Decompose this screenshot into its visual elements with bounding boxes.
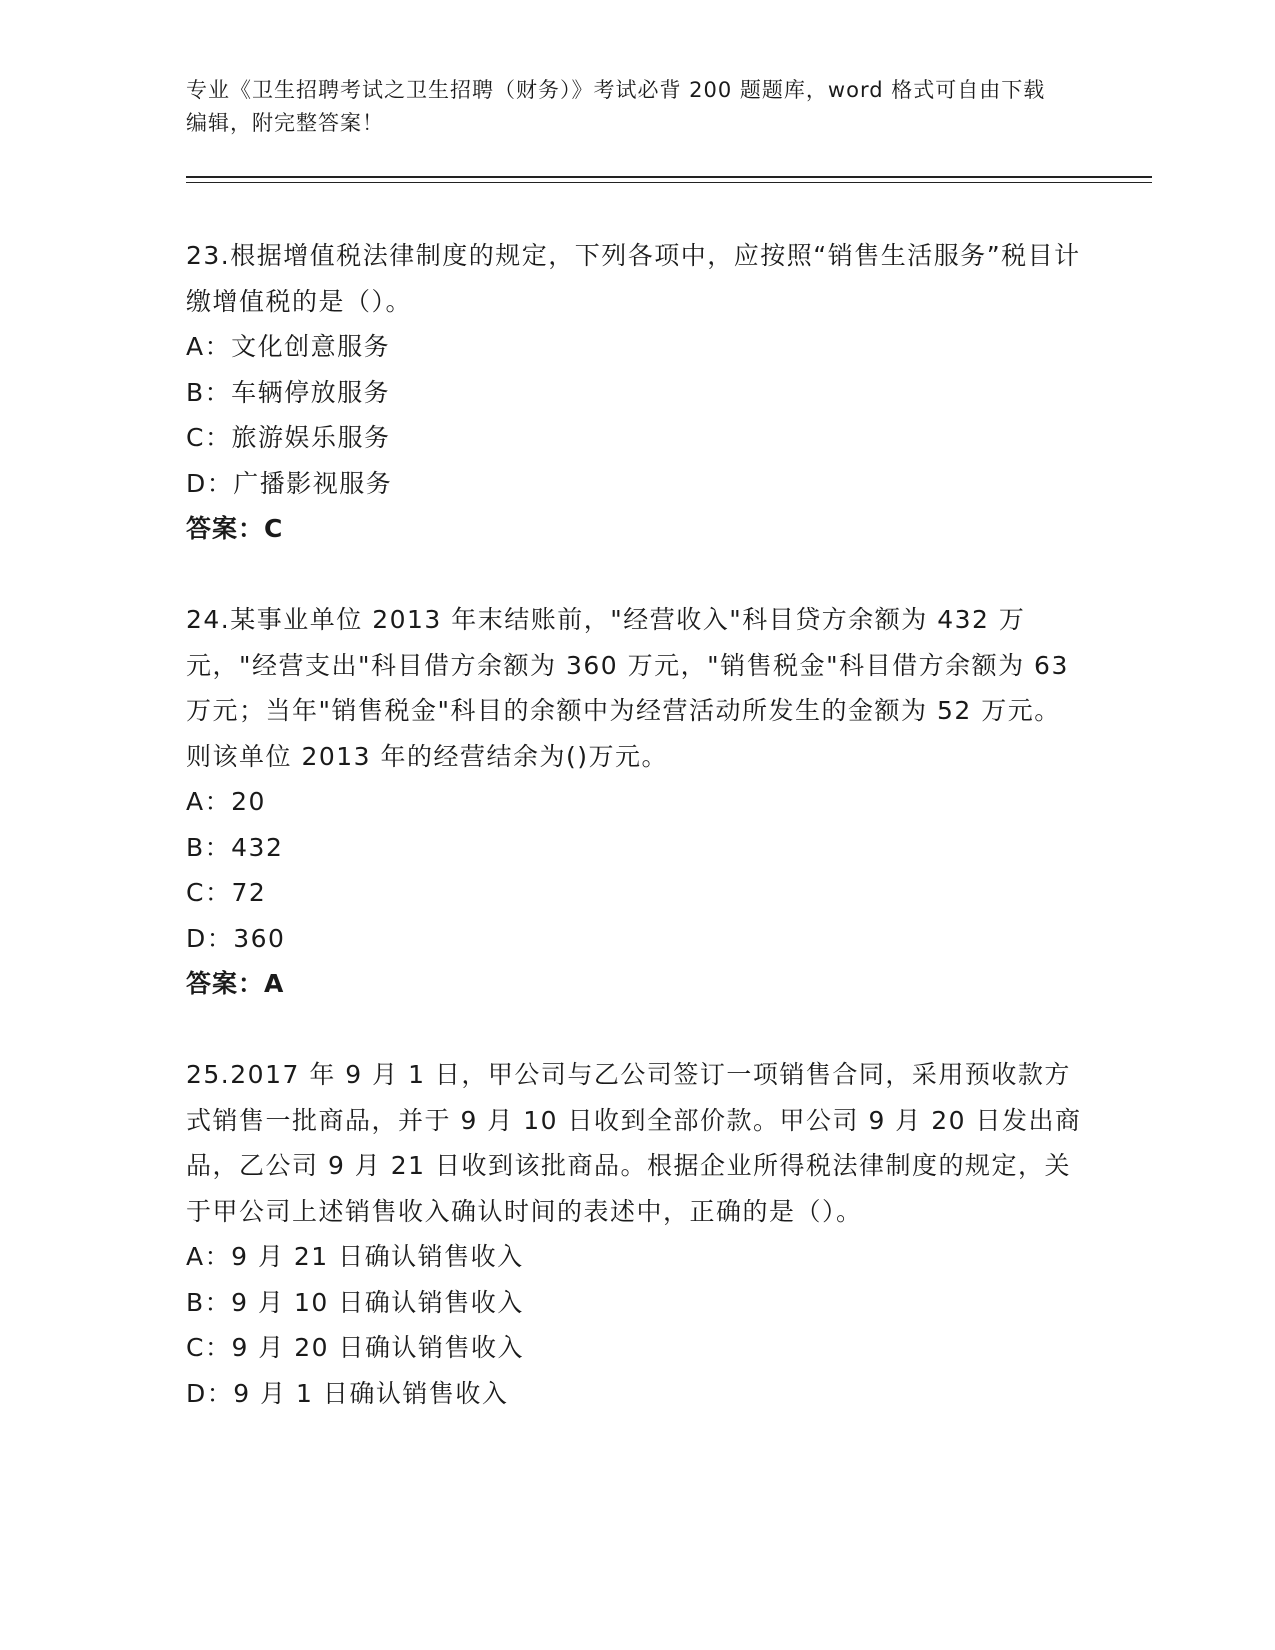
question-24 bbox=[186, 597, 1086, 1007]
option-c: C：72 bbox=[186, 878, 267, 907]
option-b: B：9 月 10 日确认销售收入 bbox=[186, 1287, 524, 1317]
header-divider-thin bbox=[186, 182, 1152, 183]
question-stem: 23.根据增值税法律制度的规定，下列各项中，应按照“销售生活服务”税目计缴增值税的是（）。 bbox=[186, 241, 1081, 316]
option-b: B：432 bbox=[186, 832, 284, 862]
option-a: A：9 月 21 日确认销售收入 bbox=[186, 1242, 524, 1271]
document-intro: 专业《卫生招聘考试之卫生招聘（财务）》考试必背 200 题题库，word 格式可自由下载编辑，附完整答案！ bbox=[186, 78, 1046, 135]
option-c: C：9 月 20 日确认销售收入 bbox=[186, 1333, 525, 1362]
question-stem: 25.2017 年 9 月 1 日，甲公司与乙公司签订一项销售合同，采用预收款方式销售一批商品，并于 9 月 10 日收到全部价款。甲公司 9 月 20 日发出商品，乙公司 9 月 21 日收到该批商品。根据企业所得税法律制度的规定，关于甲公司上述销售收入确认时间的表述中，正确的是（）。 bbox=[186, 1060, 1082, 1226]
question-23 bbox=[186, 233, 1086, 552]
option-b: B：车辆停放服务 bbox=[186, 377, 391, 407]
question-stem: 24.某事业单位 2013 年末结账前，"经营收入"科目贷方余额为 432 万元，"经营支出"科目借方余额为 360 万元，"销售税金"科目借方余额为 63 万元；当年"销售税金"科目的余额中为经营活动所发生的金额为 52 万元。则该单位 2013 年的经营结余为()万元。 bbox=[186, 605, 1069, 771]
question-25 bbox=[186, 1052, 1086, 1416]
option-a: A：文化创意服务 bbox=[186, 332, 391, 361]
option-d: D：9 月 1 日确认销售收入 bbox=[186, 1378, 509, 1408]
answer-line: 答案：C bbox=[186, 514, 284, 543]
option-d: D：360 bbox=[186, 923, 286, 953]
header-divider bbox=[186, 176, 1152, 178]
option-d: D：广播影视服务 bbox=[186, 468, 393, 498]
option-c: C：旅游娱乐服务 bbox=[186, 423, 391, 452]
answer-line: 答案：A bbox=[186, 969, 285, 998]
option-a: A：20 bbox=[186, 787, 266, 816]
